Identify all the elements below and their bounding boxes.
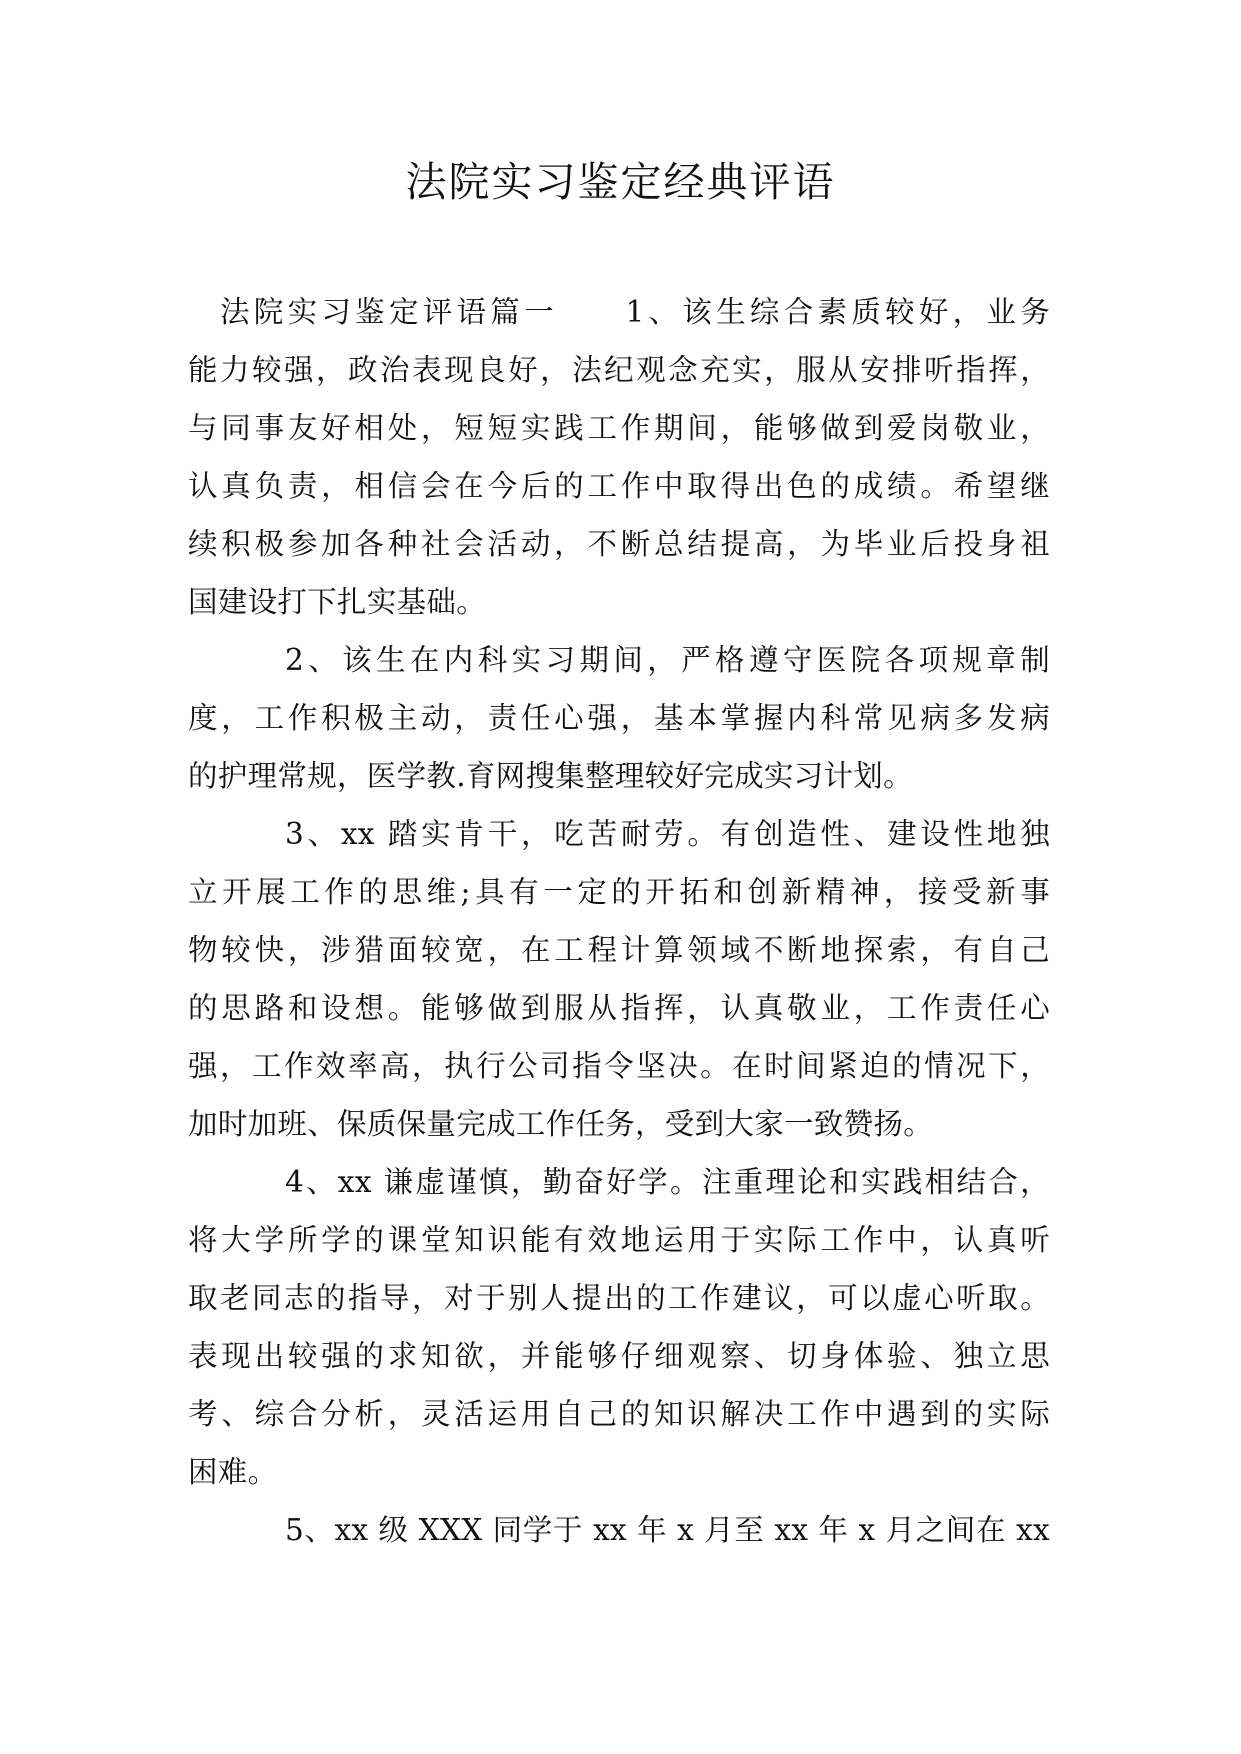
text-line: 将大学所学的课堂知识能有效地运用于实际工作中，认真听: [188, 1223, 1050, 1257]
text-line: 度，工作积极主动，责任心强，基本掌握内科常见病多发病: [188, 701, 1050, 735]
text-line: 表现出较强的求知欲，并能够仔细观察、切身体验、独立思: [188, 1339, 1050, 1373]
text-line: 取老同志的指导，对于别人提出的工作建议，可以虚心听取。: [188, 1281, 1050, 1315]
text-line: 困难。: [188, 1455, 278, 1489]
text-line: 立开展工作的思维;具有一定的开拓和创新精神，接受新事: [188, 875, 1050, 909]
document-body: [188, 283, 1050, 1559]
text-line: 考、综合分析，灵活运用自己的知识解决工作中遇到的实际: [188, 1397, 1050, 1431]
text-line: 国建设打下扎实基础。: [188, 585, 487, 619]
text-line: 续积极参加各种社会活动，不断总结提高，为毕业后投身祖: [188, 527, 1050, 561]
text-line: 4、xx 谦虚谨慎，勤奋好学。注重理论和实践相结合，: [285, 1165, 1050, 1199]
text-line: 能力较强，政治表现良好，法纪观念充实，服从安排听指挥，: [188, 353, 1050, 387]
text-line: 3、xx 踏实肯干，吃苦耐劳。有创造性、建设性地独: [285, 817, 1050, 851]
text-line: 加时加班、保质保量完成工作任务，受到大家一致赞扬。: [188, 1107, 934, 1141]
text-line: 2、该生在内科实习期间，严格遵守医院各项规章制: [285, 643, 1050, 677]
document-title: 法院实习鉴定经典评语: [405, 158, 836, 206]
text-line: 与同事友好相处，短短实践工作期间，能够做到爱岗敬业，: [188, 411, 1050, 445]
text-line: 的思路和设想。能够做到服从指挥，认真敬业，工作责任心: [188, 991, 1050, 1025]
text-line: 认真负责，相信会在今后的工作中取得出色的成绩。希望继: [188, 469, 1050, 503]
text-line: 物较快，涉猎面较宽，在工程计算领域不断地探索，有自己: [188, 933, 1050, 967]
text-line: 5、xx 级 XXX 同学于 xx 年 x 月至 xx 年 x 月之间在 xx: [285, 1513, 1050, 1547]
text-line: 的护理常规，医学教.育网搜集整理较好完成实习计划。: [188, 759, 913, 793]
text-line: 强，工作效率高，执行公司指令坚决。在时间紧迫的情况下，: [188, 1049, 1050, 1083]
text-line: 法院实习鉴定评语篇一 1、该生综合素质较好，业务: [220, 295, 1050, 329]
